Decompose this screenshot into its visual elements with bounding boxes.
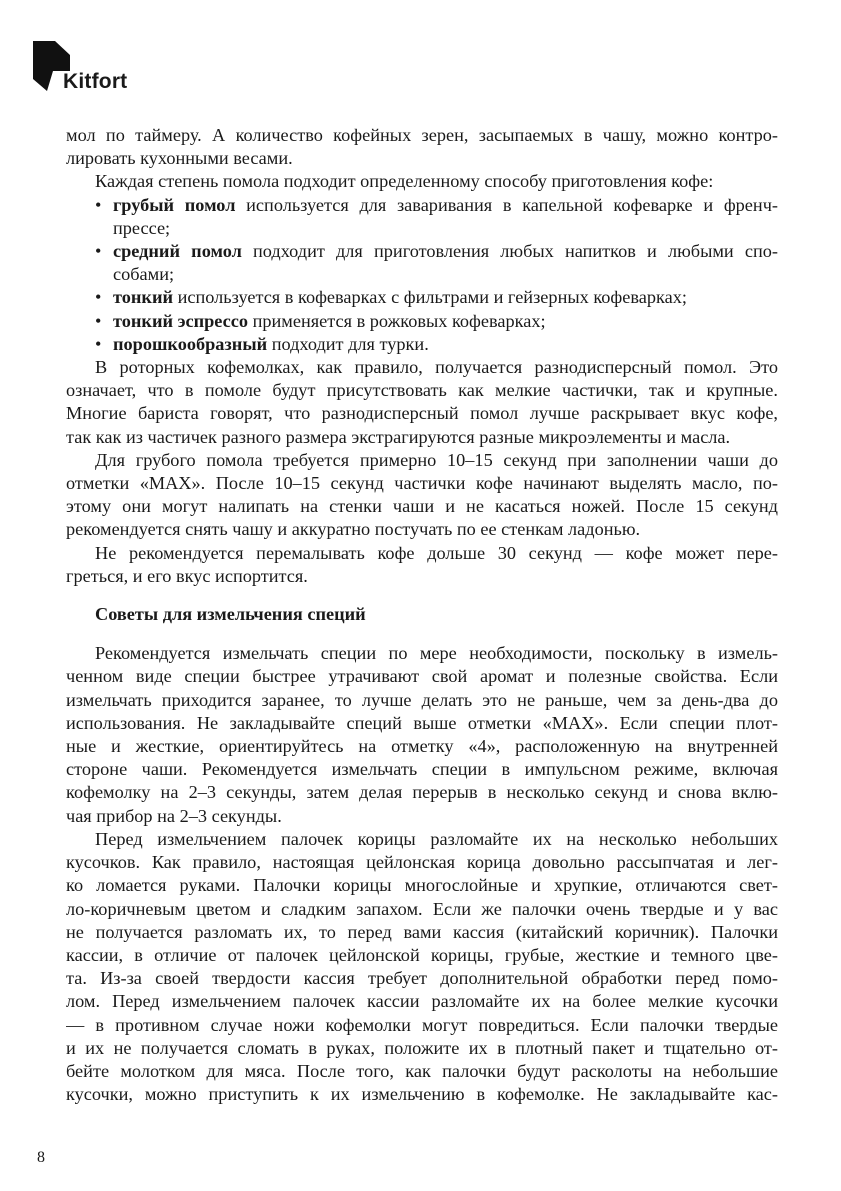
text-line: этому они могут налипать на стенки чаши и не касаться ножей. После 15 секунд [66,496,778,517]
term: грубый помол [113,194,236,215]
text-line: греться, и его вкус испортится. [66,565,308,586]
text-line: ло-коричневым цветом и сладким запахом. Если же палочки очень твердые и у вас [66,898,778,919]
text-line: Для грубого помола требуется примерно 10–15 секунд при заполнении чаши до [95,449,778,470]
list-item-text: используется в кофеварках с фильтрами и гейзерных кофеварках; [173,287,687,308]
text-line: рекомендуется снять чашу и аккуратно постучать по ее стенкам ладонью. [66,519,641,540]
text-line: та. Из-за своей твердости кассия требует дополнительной обработки перед помо- [66,968,778,989]
text-line: мол по таймеру. А количество кофейных зерен, засыпаемых в чашу, можно контро- [66,125,778,145]
text-line: ко ломается руками. Палочки корицы многослойные и хрупкие, отличаются свет- [66,875,778,896]
text-line: и их не получается сломать в руках, положите их в плотный пакет и тщательно от- [66,1037,778,1058]
text-line: ченном виде специи быстрее утрачивают свой аромат и полезные свойства. Если [66,666,778,687]
text-line: измельчать приходится заранее, то лучше делать это не раньше, чем за день-два до [66,689,778,710]
term: средний помол [113,241,242,262]
text-line: В роторных кофемолках, как правило, получается разнодисперсный помол. Это [95,357,778,378]
term: тонкий [113,287,174,308]
list-item-text: используется для заваривания в капельной кофеварке и френч- [235,194,778,215]
text-line: чая прибор на 2–3 секунды. [66,805,282,826]
text-line: — в противном случае ножи кофемолки могут повредиться. Если палочки твердые [66,1014,778,1035]
term: порошкообразный [113,333,268,354]
text-line: Рекомендуется измельчать специи по мере необходимости, поскольку в измель- [95,643,778,664]
list-item: • средний помол подходит для приготовления любых напитков и любыми спо- [95,241,778,262]
paragraph [66,356,778,449]
list-item-text: применяется в рожковых кофеварках; [248,310,546,331]
text-line: кассии, в отличие от палочек цейлонской корицы, грубые, жесткие и темного цве- [66,944,778,965]
list-item-text: подходит для приготовления любых напитков и любыми спо- [241,241,778,262]
list-item-text: подходит для турки. [267,333,429,354]
page-number: 8 [37,1149,45,1166]
document-body [66,124,778,1106]
text-line: использования. Не закладывайте специй выше отметки «MAX». Если специи плот- [66,712,778,733]
text-line: стороне чаши. Рекомендуется измельчать специи в импульсном режиме, включая [66,759,778,780]
paragraph [66,449,778,542]
list-item: • тонкий эспрессо применяется в рожковых кофеварках; [95,310,546,331]
text-line: кусочки, можно приступить к их измельчению в кофемолке. Не закладывайте кас- [66,1084,778,1105]
text-line: кусочков. Как правило, настоящая цейлонская корица довольно рассыпчатая и лег- [66,852,778,873]
paragraph [66,124,778,170]
paragraph [66,170,778,193]
paragraph [66,828,778,1106]
list-item-continuation: собами; [113,264,175,285]
list-item: • грубый помол используется для заваривания в капельной кофеварке и френч- [95,194,778,215]
text-line: Многие бариста говорят, что разнодисперсный помол лучше раскрывает вкус кофе, [66,403,778,424]
list-item: • тонкий используется в кофеварках с фильтрами и гейзерных кофеварках; [95,287,687,308]
text-line: ные и жесткие, ориентируйтесь на отметку «4», расположенную на внутренней [66,736,778,757]
text-line: так как из частичек разного размера экстрагируются разные микроэлементы и масла. [66,426,731,447]
text-line: кофемолку на 2–3 секунды, затем делая перерыв в несколько секунд и снова вклю- [66,782,778,803]
text-line: Не рекомендуется перемалывать кофе дольше 30 секунд — кофе может пере- [95,542,778,563]
text-line: отметки «MAX». После 10–15 секунд частички кофе начинают выделять масло, по- [66,473,778,494]
brand-name: Kitfort [63,70,128,93]
section-heading: Советы для измельчения специй [95,604,366,625]
term: тонкий эспрессо [113,310,249,331]
bullet-list [66,194,778,356]
list-item: • порошкообразный подходит для турки. [95,333,429,354]
text-line: Перед измельчением палочек корицы разломайте их на несколько небольших [95,828,778,849]
paragraph [66,642,778,828]
text-line: означает, что в помоле будут присутствовать как мелкие частички, так и крупные. [66,380,778,401]
text-line: Каждая степень помола подходит определенному способу приготовления кофе: [95,171,714,192]
text-line: бейте молотком для мяса. После того, как палочки будут расколоты на небольшие [66,1060,778,1081]
text-line: лом. Перед измельчением палочек кассии разломайте их на более мелкие кусочки [66,991,778,1012]
paragraph [66,542,778,588]
kitfort-logo-mark [33,41,128,93]
list-item-continuation: прессе; [113,217,171,238]
text-line: лировать кухонными весами. [66,148,293,169]
text-line: не получается разломать их, то перед вами кассия (китайский коричник). Палочки [66,921,778,942]
